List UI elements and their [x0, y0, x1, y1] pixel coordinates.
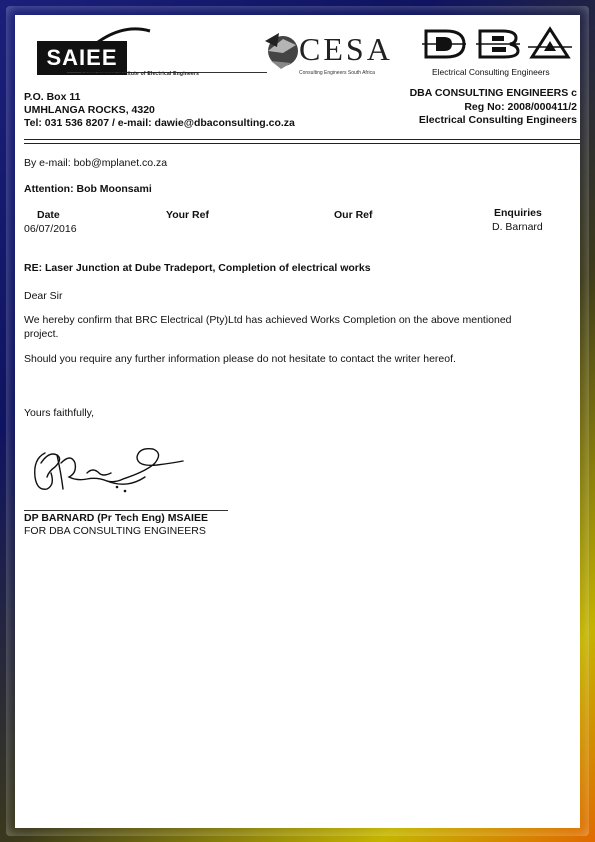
signatory-company: FOR DBA CONSULTING ENGINEERS: [24, 525, 206, 537]
dba-subtitle: Electrical Consulting Engineers: [432, 67, 550, 77]
registration-number: Reg No: 2008/000411/2: [464, 100, 577, 113]
city: UMHLANGA ROCKS, 4320: [24, 104, 155, 116]
handwritten-signature-icon: [27, 433, 187, 503]
company-name: DBA CONSULTING ENGINEERS c: [409, 87, 577, 99]
company-info: [410, 87, 577, 128]
subject-line: RE: Laser Junction at Dube Tradeport, Completion of electrical works: [24, 262, 371, 274]
date-value: 06/07/2016: [24, 223, 77, 235]
cesa-subtitle: Consulting Engineers South Africa: [299, 70, 375, 76]
po-box: P.O. Box 11: [24, 91, 81, 103]
our-ref-label: Our Ref: [334, 209, 373, 221]
enquiries-value: D. Barnard: [492, 221, 543, 233]
sender-address: [24, 91, 295, 130]
enquiries-label: Enquiries: [494, 207, 542, 219]
your-ref-label: Your Ref: [166, 209, 209, 221]
header-rule-top: [24, 139, 580, 140]
contact-details: Tel: 031 536 8207 / e-mail: dawie@dbaconsulting.co.za: [24, 117, 295, 129]
letter-page: [15, 15, 580, 828]
signature-rule: [24, 510, 228, 511]
saiee-wordmark: SAIEE: [37, 41, 127, 75]
paragraph-1-line-1: We hereby confirm that BRC Electrical (Pty)Ltd has achieved Works Completion on the above mentioned: [24, 314, 512, 326]
paragraph-1-line-2: project.: [24, 328, 59, 340]
closing: Yours faithfully,: [24, 407, 95, 419]
cesa-wordmark: CESA: [299, 31, 393, 67]
cesa-logo: [263, 27, 393, 82]
saiee-subtitle: South African Institute of Electrical Engineers: [81, 71, 200, 77]
cesa-globe-icon: [263, 31, 299, 71]
dba-wordmark-icon: [420, 25, 580, 63]
company-tagline: Electrical Consulting Engineers: [418, 114, 577, 126]
recipient-email: By e-mail: bob@mplanet.co.za: [24, 157, 168, 169]
date-label: Date: [37, 209, 60, 221]
attention-line: Attention: Bob Moonsami: [24, 183, 152, 195]
salutation: Dear Sir: [24, 290, 63, 302]
signatory-name: DP BARNARD (Pr Tech Eng) MSAIEE: [24, 512, 208, 524]
paragraph-2: Should you require any further information please do not hesitate to contact the writer hereof.: [24, 353, 456, 365]
saiee-logo: [37, 27, 267, 77]
dba-logo: [420, 25, 580, 85]
header-rule-bottom: [24, 143, 580, 144]
